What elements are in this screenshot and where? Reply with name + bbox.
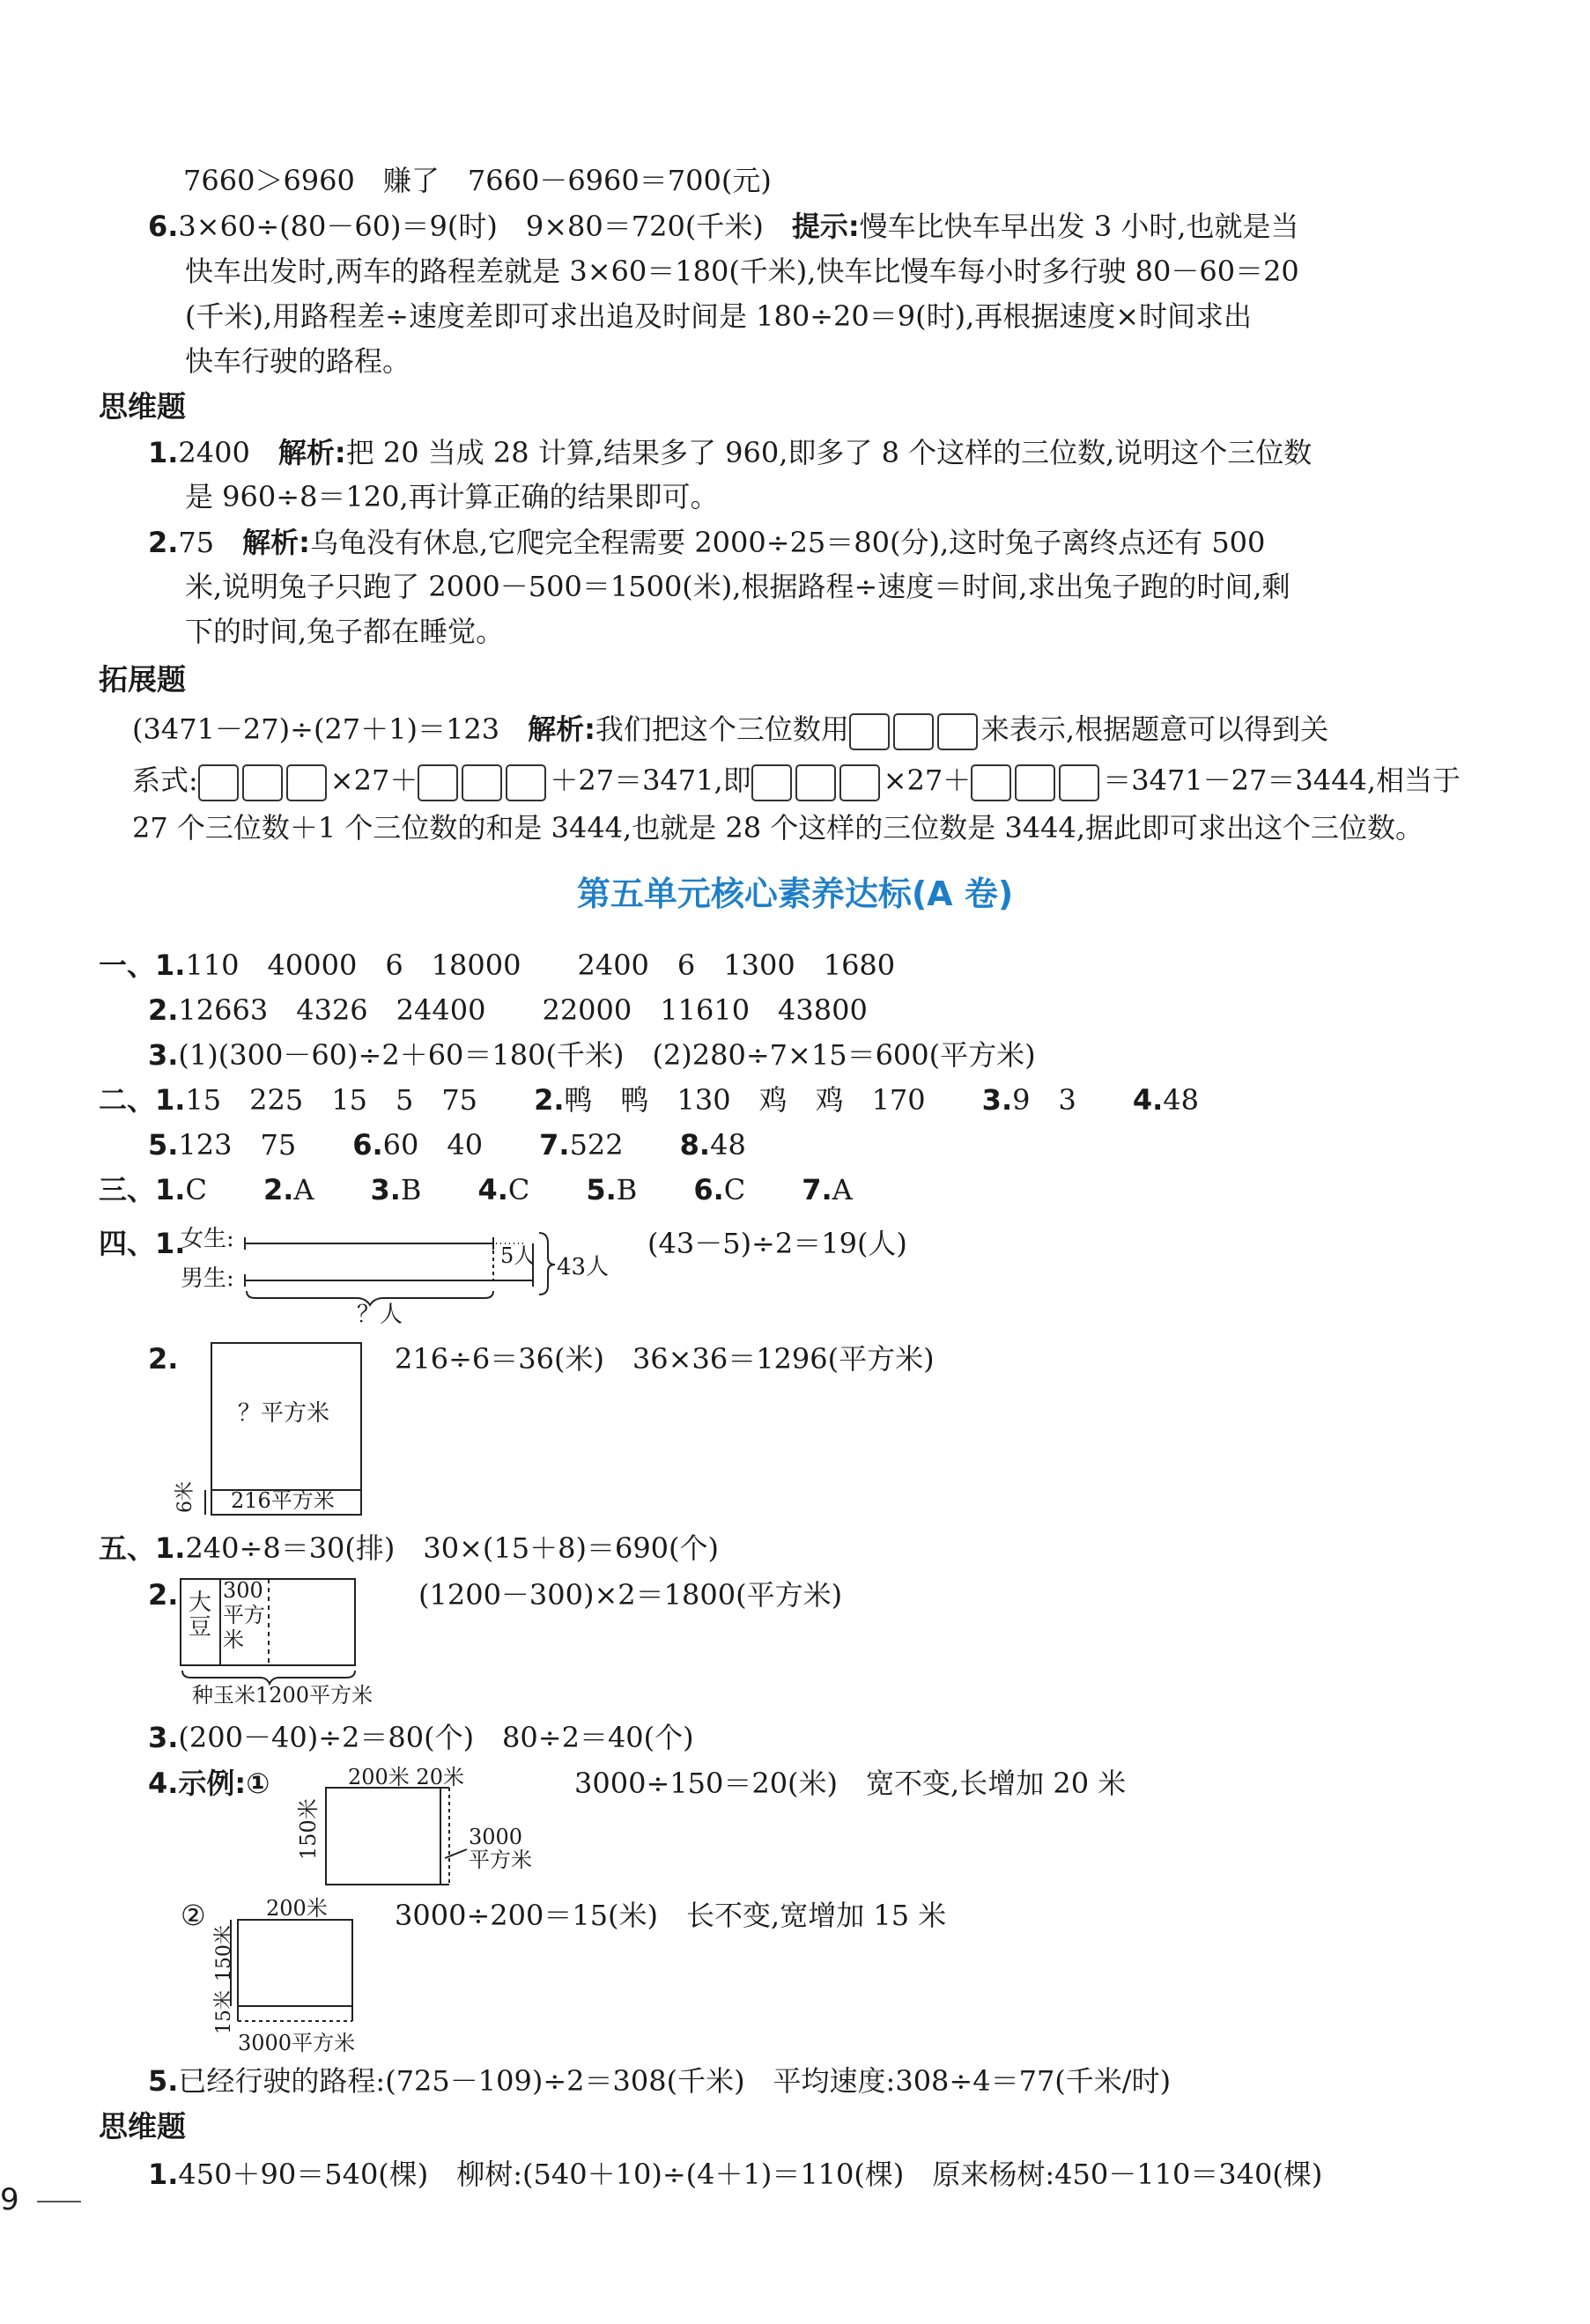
question-number: 4. [1132, 1083, 1164, 1117]
analysis-text: 米,说明兔子只跑了 2000－500＝1500(米),根据路程÷速度＝时间,求出兔子跑的时间,剩 [185, 570, 1290, 603]
answer-text: 240÷8＝30(排) 30×(15＋8)＝690(个) [185, 1531, 720, 1565]
digit-box [839, 764, 880, 801]
question-2 [148, 525, 1265, 560]
question-number: 1. [155, 1173, 186, 1206]
question-number: 4. [148, 1767, 179, 1800]
soy-area-2: 平方 [223, 1603, 265, 1627]
diagram-b-area: 3000平方米 [238, 2031, 356, 2055]
diagram-a-area-2: 平方米 [469, 1848, 532, 1872]
answer-text: 48 [710, 1128, 746, 1162]
part-1-q2 [148, 992, 868, 1028]
question-number: 4. [477, 1173, 508, 1206]
question-number: 3. [370, 1173, 401, 1206]
part-4-q1-label [99, 1226, 185, 1261]
digit-box [971, 764, 1011, 801]
answer-value: 75 [178, 526, 215, 559]
digit-box [242, 764, 283, 801]
digit-box [198, 764, 239, 801]
question-number: 6. [693, 1173, 724, 1206]
part-3-line [99, 1172, 853, 1207]
digit-box [1015, 764, 1055, 801]
digit-box [1059, 764, 1099, 801]
equation: (3471－27)÷(27＋1)＝123 [132, 712, 500, 746]
corn-label: 种玉米1200平方米 [192, 1683, 373, 1708]
equation: 216÷6＝36(米) 36×36＝1296(平方米) [395, 1342, 935, 1376]
girls-label: 女生: [181, 1226, 234, 1252]
question-number: 3. [981, 1083, 1013, 1117]
question-number: 3. [148, 1038, 179, 1072]
diagram-a-area-1: 3000 [469, 1825, 523, 1849]
question-number: 8. [679, 1128, 711, 1162]
question-number: 2. [534, 1083, 565, 1117]
section-heading: 拓展题 [99, 662, 186, 697]
choice-answer: C [723, 1173, 746, 1206]
answer-text: 123 75 [178, 1128, 297, 1162]
diagram-b-side-2: 15米 [213, 1990, 235, 2034]
example-label: 示例:① [178, 1767, 270, 1800]
analysis-label: 解析: [528, 712, 595, 746]
question-number: 2. [148, 1342, 179, 1376]
page-number: 9 [0, 2182, 19, 2217]
boys-label: 男生: [181, 1265, 234, 1292]
question-number: 2. [148, 993, 179, 1027]
question-1 [148, 435, 1312, 470]
part-label: 三、 [99, 1173, 156, 1206]
answer-text: 110 40000 6 18000 2400 6 1300 1680 [185, 948, 896, 982]
equation: (43－5)÷2＝19(人) [647, 1227, 907, 1260]
analysis-text: 27 个三位数＋1 个三位数的和是 3444,也就是 28 个这样的三位数是 3444,据此即可求出这个三位数。 [132, 811, 1424, 845]
question-number: 6. [148, 210, 179, 243]
part-label: 五、 [99, 1531, 156, 1565]
analysis-text: ×27＋ [883, 764, 972, 797]
total-label: 43人 [557, 1254, 610, 1280]
answer-text: 450＋90＝540(棵) 柳树:(540＋10)÷(4＋1)＝110(棵) 原来杨树:450－110＝340(棵) [178, 2158, 1323, 2191]
choice-answer: C [185, 1173, 207, 1206]
question-number: 7. [539, 1128, 570, 1162]
extend-line-1 [132, 712, 1328, 750]
answer-line: 7660＞6960 赚了 7660－6960＝700(元) [183, 164, 772, 197]
analysis-text: 乌龟没有休息,它爬完全程需要 2000÷25＝80(分),这时兔子离终点还有 500 [309, 526, 1266, 559]
rect-diagram-a [326, 1788, 467, 1885]
question-number: 3. [148, 1721, 179, 1754]
digit-box [795, 764, 836, 801]
strip-area-label: 216平方米 [231, 1488, 335, 1513]
part-2-line-1 [99, 1082, 1199, 1118]
section-heading: 思维题 [99, 389, 186, 424]
part-5-q1 [99, 1531, 719, 1566]
digit-box [751, 764, 792, 801]
rect-b [238, 1920, 352, 2006]
question-number: 1. [148, 436, 179, 469]
question-number: 2. [148, 1578, 179, 1612]
unknown-label: ？人 [357, 1302, 403, 1328]
digit-box [462, 764, 502, 801]
choice-answer: B [400, 1173, 422, 1206]
section-heading: 思维题 [99, 2109, 186, 2143]
digit-box [286, 764, 327, 801]
question-number: 7. [802, 1173, 832, 1206]
rect-a [326, 1788, 440, 1885]
answer-text: 60 40 [382, 1128, 484, 1162]
answer-text: 9 3 [1012, 1083, 1076, 1117]
unit-title: 第五单元核心素养达标(A 卷) [576, 874, 1014, 913]
question-number: 5. [148, 1128, 179, 1162]
answer-text: 12663 4326 24400 22000 11610 43800 [178, 993, 868, 1027]
part-5-q5 [148, 2063, 1171, 2099]
analysis-text: 来表示,根据题意可以得到关 [980, 712, 1329, 746]
question-number: 1. [155, 1227, 186, 1260]
digit-box [418, 764, 458, 801]
part-label: 一、 [99, 948, 156, 982]
part-1-q3 [148, 1037, 1036, 1073]
question-number: 2. [263, 1173, 294, 1206]
answer-text: 鸭 鸭 130 鸡 鸡 170 [564, 1083, 926, 1117]
soy-area-1: 300 [223, 1578, 263, 1603]
equation: 3000÷200＝15(米) 长不变,宽增加 15 米 [395, 1899, 947, 1932]
side-label: 6米 [174, 1481, 196, 1513]
question-6 [148, 209, 1299, 244]
part-5-q3 [148, 1720, 694, 1755]
total-brace [539, 1233, 555, 1295]
part-label: 四、 [99, 1227, 156, 1260]
answer-text: 48 [1163, 1083, 1199, 1117]
tip-label: 提示: [791, 210, 860, 243]
thinking-q1 [148, 2157, 1322, 2192]
part-5-q4 [148, 1766, 270, 1801]
diagram-a-side: 150米 [296, 1798, 321, 1860]
answer-text: 15 225 15 5 75 [185, 1083, 478, 1117]
tip-text: 快车行驶的路程。 [185, 344, 411, 378]
part-2-line-2 [148, 1127, 746, 1162]
answer-text: (200－40)÷2＝80(个) 80÷2＝40(个) [178, 1721, 694, 1754]
digit-box [849, 713, 890, 750]
equation: (1200－300)×2＝1800(平方米) [418, 1578, 843, 1612]
question-number: 1. [155, 1083, 186, 1117]
analysis-text: ＋27＝3471,即 [550, 764, 751, 797]
analysis-text: ＝3471－27＝3444,相当于 [1103, 764, 1461, 797]
part-1-q1 [99, 948, 895, 983]
leader-line [445, 1849, 467, 1858]
square-area-label: ？平方米 [238, 1400, 330, 1427]
diagram-b-top: 200米 [266, 1896, 328, 1921]
digit-box [937, 713, 978, 750]
question-number [148, 1341, 178, 1376]
difference-label: 5人 [500, 1243, 536, 1268]
answer-text: 522 [569, 1128, 624, 1162]
question-number [148, 1577, 178, 1612]
rect-diagram-b [231, 1920, 352, 2021]
analysis-label: 解析: [277, 436, 346, 469]
tip-text: 快车出发时,两车的路程差就是 3×60＝180(千米),快车比慢车每小时多行驶 80－60＝20 [185, 255, 1299, 288]
question-number: 1. [155, 1531, 186, 1565]
question-number: 2. [148, 526, 179, 559]
question-number: 6. [352, 1128, 383, 1162]
question-number: 5. [586, 1173, 617, 1206]
choice-answer: B [616, 1173, 638, 1206]
answer-text: 已经行驶的路程:(725－109)÷2＝308(千米) 平均速度:308÷4＝77(千米/时) [178, 2064, 1172, 2098]
question-number: 5. [148, 2064, 179, 2098]
answer-value: 2400 [178, 436, 250, 469]
soy-area-3: 米 [223, 1627, 244, 1652]
answer-text: 3×60÷(80－60)＝9(时) 9×80＝720(千米) [178, 210, 764, 243]
diagram-b-side-1: 150米 [213, 1925, 235, 1981]
analysis-text: 我们把这个三位数用 [595, 712, 849, 746]
choice-answer: A [293, 1173, 314, 1206]
digit-box [506, 764, 546, 801]
analysis-text: ×27＋ [329, 764, 418, 797]
analysis-text: 是 960÷8＝120,再计算正确的结果即可。 [185, 480, 719, 513]
analysis-label: 解析: [242, 526, 310, 559]
analysis-text: 下的时间,兔子都在睡觉。 [185, 615, 505, 648]
extend-line-2 [132, 763, 1461, 801]
soy-label [189, 1590, 213, 1641]
option-mark: ② [181, 1899, 206, 1932]
choice-answer: A [832, 1173, 853, 1206]
tip-text: (千米),用路程差÷速度差即可求出追及时间是 180÷20＝9(时),再根据速度×时间求出 [185, 299, 1253, 333]
soy-text: 大豆 [189, 1590, 212, 1641]
equation: 3000÷150＝20(米) 宽不变,长增加 20 米 [574, 1767, 1127, 1800]
choice-answer: C [507, 1173, 530, 1206]
analysis-text: 把 20 当成 28 计算,结果多了 960,即多了 8 个这样的三位数,说明这个三位数 [345, 436, 1313, 469]
question-number: 1. [155, 948, 186, 982]
answer-text: (1)(300－60)÷2＋60＝180(千米) (2)280÷7×15＝600(平方米) [178, 1038, 1036, 1072]
analysis-text: 系式: [132, 764, 198, 797]
diagram-a-top: 200米 20米 [348, 1765, 464, 1789]
tip-text: 慢车比快车早出发 3 小时,也就是当 [859, 210, 1299, 243]
digit-box [893, 713, 934, 750]
part-label: 二、 [99, 1083, 156, 1117]
question-number: 1. [148, 2158, 179, 2191]
